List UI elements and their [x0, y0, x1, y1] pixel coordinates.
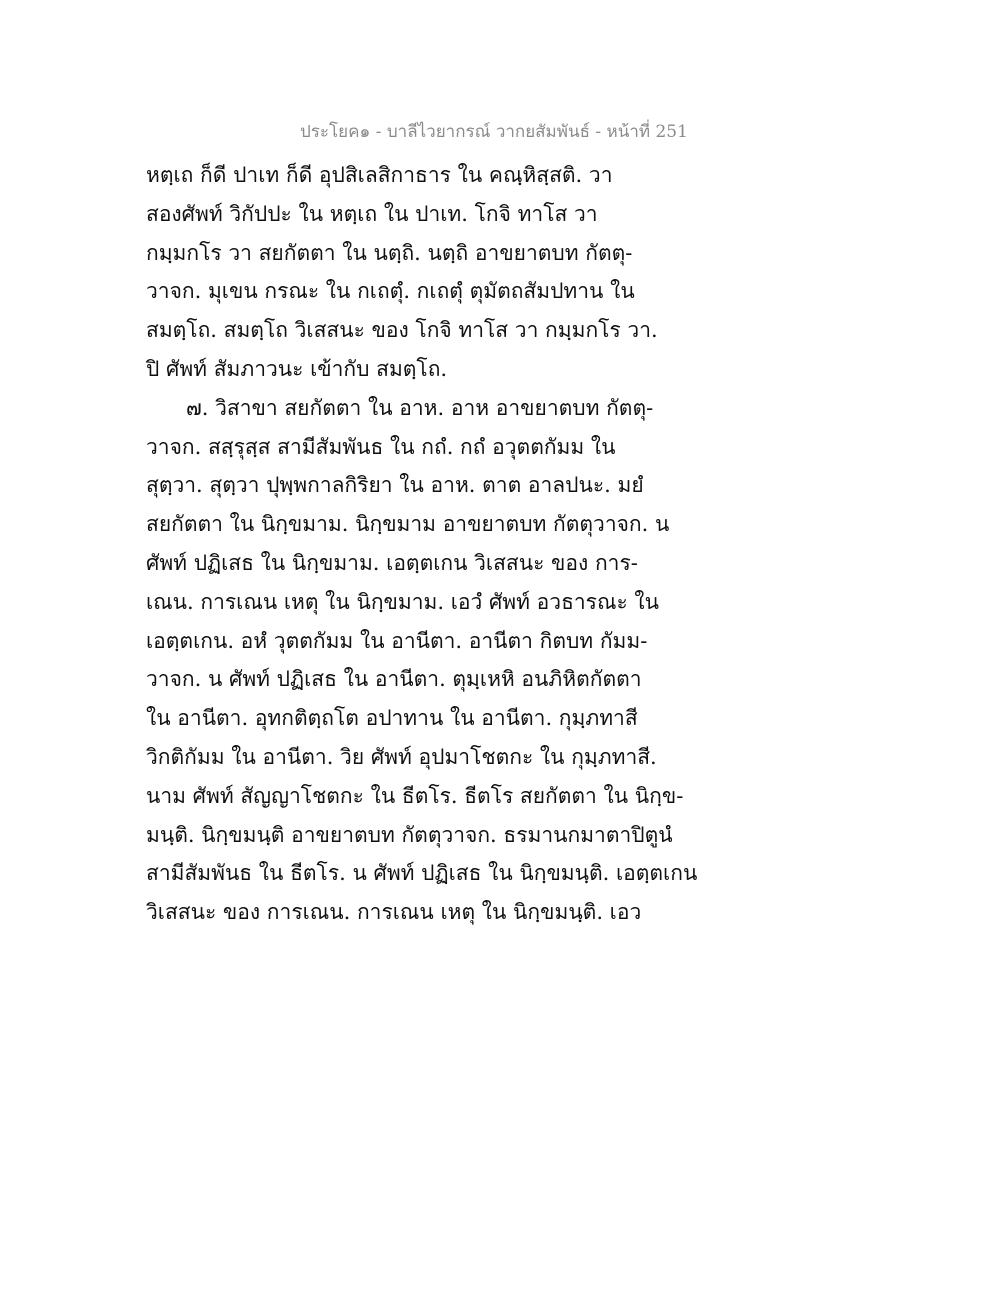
text-line: นาม ศัพท์ สัญญาโชตกะ ใน ธีตโร. ธีตโร สยกัตตา ใน นิกฺข- [146, 783, 684, 808]
text-line: วาจก. สสฺรุสฺส สามีสัมพันธ ใน กถํ. กถํ อวุตตกัมม ใน [146, 434, 616, 459]
text-line: วาจก. น ศัพท์ ปฏิเสธ ใน อานีตา. ตุมฺเหหิ อนภิหิตกัตตา [146, 667, 642, 692]
text-line: ใน อานีตา. อุทกติตฺถโต อปาทาน ใน อานีตา. กุมฺภทาสี [146, 706, 638, 731]
text-line: วิเสสนะ ของ การเณน. การเณน เหตุ ใน นิกฺขมนฺติ. เอว [146, 900, 642, 925]
text-line: สยกัตตา ใน นิกฺขมาม. นิกฺขมาม อาขยาตบท กัตตุวาจก. น [146, 512, 670, 537]
text-line: ศัพท์ ปฏิเสธ ใน นิกฺขมาม. เอตฺตเกน วิเสสนะ ของ การ- [146, 550, 638, 575]
text-line: วาจก. มุเขน กรณะ ใน กเถตุํ. กเถตุํ ตุมัตถสัมปทาน ใน [146, 279, 635, 304]
text-line: สองศัพท์ วิกัปปะ ใน หตฺเถ ใน ปาเท. โกจิ ทาโส วา [146, 201, 598, 226]
paragraph-start-line: ๗. วิสาขา สยกัตตา ใน อาห. อาห อาขยาตบท กัตตุ- [186, 395, 654, 420]
body-text [146, 156, 706, 932]
text-line: สามีสัมพันธ ใน ธีตโร. น ศัพท์ ปฏิเสธ ใน นิกฺขมนฺติ. เอตฺตเกน [146, 861, 698, 886]
text-line: มนฺติ. นิกฺขมนฺติ อาขยาตบท กัตตุวาจก. ธรมานกมาตาปิตูนํ [146, 822, 673, 847]
text-line: หตฺเถ ก็ดี ปาเท ก็ดี อุปสิเลสิกาธาร ใน คณฺหิสฺสติ. วา [146, 163, 613, 187]
running-header: ประโยค๑ - บาลีไวยากรณ์ วากยสัมพันธ์ - หน้าที่ 251 [300, 122, 688, 142]
text-line: ปิ ศัพท์ สัมภาวนะ เข้ากับ สมตฺโถ. [146, 356, 448, 381]
text-line: เณน. การเณน เหตุ ใน นิกฺขมาม. เอวํ ศัพท์ อวธารณะ ใน [146, 589, 660, 614]
text-line: สุตฺวา. สุตฺวา ปุพฺพกาลกิริยา ใน อาห. ตาต อาลปนะ. มยํ [146, 473, 644, 498]
text-line: วิกติกัมม ใน อานีตา. วิย ศัพท์ อุปมาโชตกะ ใน กุมฺภทาสี. [146, 744, 657, 769]
text-line: กมฺมกโร วา สยกัตตา ใน นตฺถิ. นตฺถิ อาขยาตบท กัตตุ- [146, 240, 633, 265]
text-line: สมตฺโถ. สมตฺโถ วิเสสนะ ของ โกจิ ทาโส วา กมฺมกโร วา. [146, 318, 658, 343]
text-line: เอตฺตเกน. อหํ วุตตกัมม ใน อานีตา. อานีตา กิตบท กัมม- [146, 628, 648, 653]
